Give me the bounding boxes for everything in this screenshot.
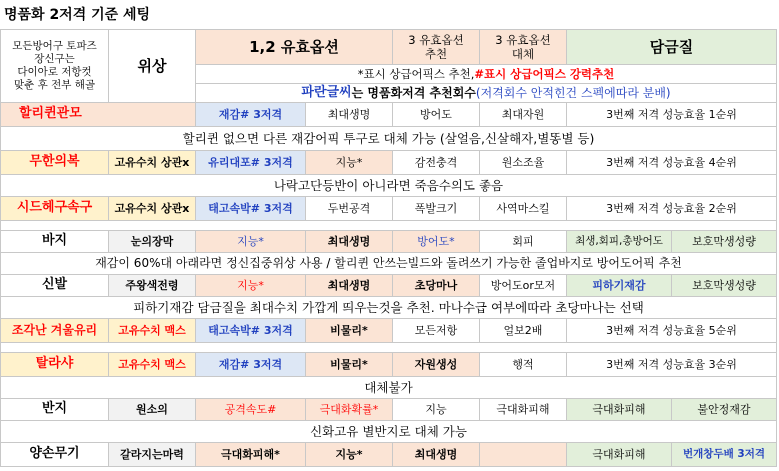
tempering-2: 보호막생성량 (672, 231, 777, 253)
header-option-3-recommend (393, 29, 480, 65)
option-2: 극대화확률* (306, 399, 393, 421)
tempering-note: 3번째 저격 성능효율 3순위 (567, 353, 777, 377)
option-2: 최대생명 (306, 231, 393, 253)
tempering-note: 3번째 저격 성능효율 1순위 (567, 103, 777, 127)
legend-affix (196, 65, 777, 84)
note-line: 다이아로 저항컷 (17, 66, 92, 78)
item-sub: 고유수치 맥스 (109, 353, 196, 377)
option-3-alternative (480, 443, 567, 467)
header-option-3-alternative (480, 29, 567, 65)
option-3-recommend: 초당마나 (393, 275, 480, 297)
option-3-recommend: 지능 (393, 399, 480, 421)
item-sub: 주왕색전령 (109, 275, 196, 297)
header-note (0, 29, 109, 103)
tempering-note: 3번째 저격 성능효율 5순위 (567, 319, 777, 343)
row-note: 재감이 60%대 아래라면 정신집중위상 사용 / 할리퀸 안쓰는빌드와 돌려쓰기 가능한 졸업바지로 방어도어픽 추천 (0, 253, 777, 275)
option-1: 재감# 3저격 (196, 103, 306, 127)
spacer-row (0, 221, 777, 231)
page-title: 명품화 2저격 기준 세팅 (4, 7, 151, 23)
item-sub: 원소의 (109, 399, 196, 421)
row-note: 대체불가 (0, 377, 777, 399)
item-ring-tal: 탈라샤 (0, 353, 109, 377)
header-line: 추천 (424, 47, 448, 61)
item-sub: 고유수치 상관x (109, 151, 196, 175)
item-ring: 반지 (0, 399, 109, 421)
spacer-row (0, 343, 777, 353)
row-note: 할리퀸 없으면 다른 재감어픽 투구로 대체 가능 (살얼음,신살해자,별똥별 등) (0, 127, 777, 151)
option-1: 공격속도# (196, 399, 306, 421)
option-1: 지능* (196, 275, 306, 297)
legend-snipe (196, 84, 777, 103)
header-option-12: 1,2 유효옵션 (196, 29, 393, 65)
legend-text: 는 명품화저격 추천회수 (351, 85, 476, 100)
row-note: 나락고단등반이 아니라면 죽음수의도 좋음 (0, 175, 777, 197)
option-2: 최대생명 (306, 275, 393, 297)
option-1: 유리대포# 3저격 (196, 151, 306, 175)
header-line: 3 유효옵션 (408, 32, 464, 47)
option-3-alternative: 원소조율 (480, 151, 567, 175)
option-3-recommend: 감전충격 (393, 151, 480, 175)
option-2: 두번공격 (306, 197, 393, 221)
tempering-1: 극대화피해 (567, 443, 672, 467)
item-gloves: 시드헤구속구 (0, 197, 109, 221)
tempering-2: 보호막생성량 (672, 275, 777, 297)
legend-blue-word: 파란글씨 (301, 84, 352, 100)
item-chest: 무한의복 (0, 151, 109, 175)
item-sub: 갈라지는마력 (109, 443, 196, 467)
legend-text: *표시 상급어픽스 추천, (357, 66, 475, 81)
item-sub: 눈의장막 (109, 231, 196, 253)
option-3-alternative: 극대화피해 (480, 399, 567, 421)
item-weapon: 양손무기 (0, 443, 109, 467)
tempering-note: 3번째 저격 성능효율 4순위 (567, 151, 777, 175)
option-3-alternative: 얼보2배 (480, 319, 567, 343)
tempering-note: 3번째 저격 성능효율 2순위 (567, 197, 777, 221)
header-line: 대체 (511, 47, 535, 61)
option-1: 지능* (196, 231, 306, 253)
item-sub: 고유수치 상관x (109, 197, 196, 221)
option-3-alternative: 사역마스킬 (480, 197, 567, 221)
tempering-1: 최생,회피,총방어도 (567, 231, 672, 253)
row-note: 신화고유 별반지로 대체 가능 (0, 421, 777, 443)
tempering-2: 불안정재감 (672, 399, 777, 421)
option-3-recommend: 최대생명 (393, 443, 480, 467)
option-2: 지능* (306, 443, 393, 467)
option-2: 비물리* (306, 353, 393, 377)
note-line: 맞춘 후 전부 해골 (13, 79, 95, 92)
option-3-recommend: 자원생성 (393, 353, 480, 377)
option-3-recommend: 모든저항 (393, 319, 480, 343)
legend-strong-text: #표시 상급어픽스 강력추천 (474, 66, 615, 81)
item-sub: 고유수치 맥스 (109, 319, 196, 343)
option-3-recommend: 폭발크기 (393, 197, 480, 221)
item-boots: 신발 (0, 275, 109, 297)
item-pants: 바지 (0, 231, 109, 253)
tempering-2: 번개창두배 3저격 (672, 443, 777, 467)
row-note: 피하기재감 담금질을 최대수치 가깝게 띄우는것을 추천. 마나수급 여부에따라 초당마나는 선택 (0, 297, 777, 319)
option-1: 극대화피해* (196, 443, 306, 467)
legend-note: (저격회수 안적힌건 스펙에따라 분배) (475, 85, 671, 100)
option-1: 태고속박# 3저격 (196, 197, 306, 221)
option-2: 최대생명 (306, 103, 393, 127)
header-line: 3 유효옵션 (495, 32, 551, 47)
option-2: 비물리* (306, 319, 393, 343)
item-helm: 할리퀸관모 (0, 103, 196, 127)
option-2: 지능* (306, 151, 393, 175)
option-3-recommend: 방어도 (393, 103, 480, 127)
option-1: 재감# 3저격 (196, 353, 306, 377)
tempering-1: 피하기재감 (567, 275, 672, 297)
note-line: 모든방어구 토파즈 (12, 39, 97, 52)
header-tempering: 담금질 (567, 29, 777, 65)
note-line: 장신구는 (34, 52, 75, 65)
tempering-1: 극대화피해 (567, 399, 672, 421)
option-3-alternative: 회피 (480, 231, 567, 253)
option-3-alternative: 방어도or모저 (480, 275, 567, 297)
item-amulet: 조각난 겨울유리 (0, 319, 109, 343)
option-3-alternative: 행적 (480, 353, 567, 377)
option-1: 태고속박# 3저격 (196, 319, 306, 343)
option-3-alternative: 최대자원 (480, 103, 567, 127)
option-3-recommend: 방어도* (393, 231, 480, 253)
header-rank: 위상 (109, 29, 196, 103)
